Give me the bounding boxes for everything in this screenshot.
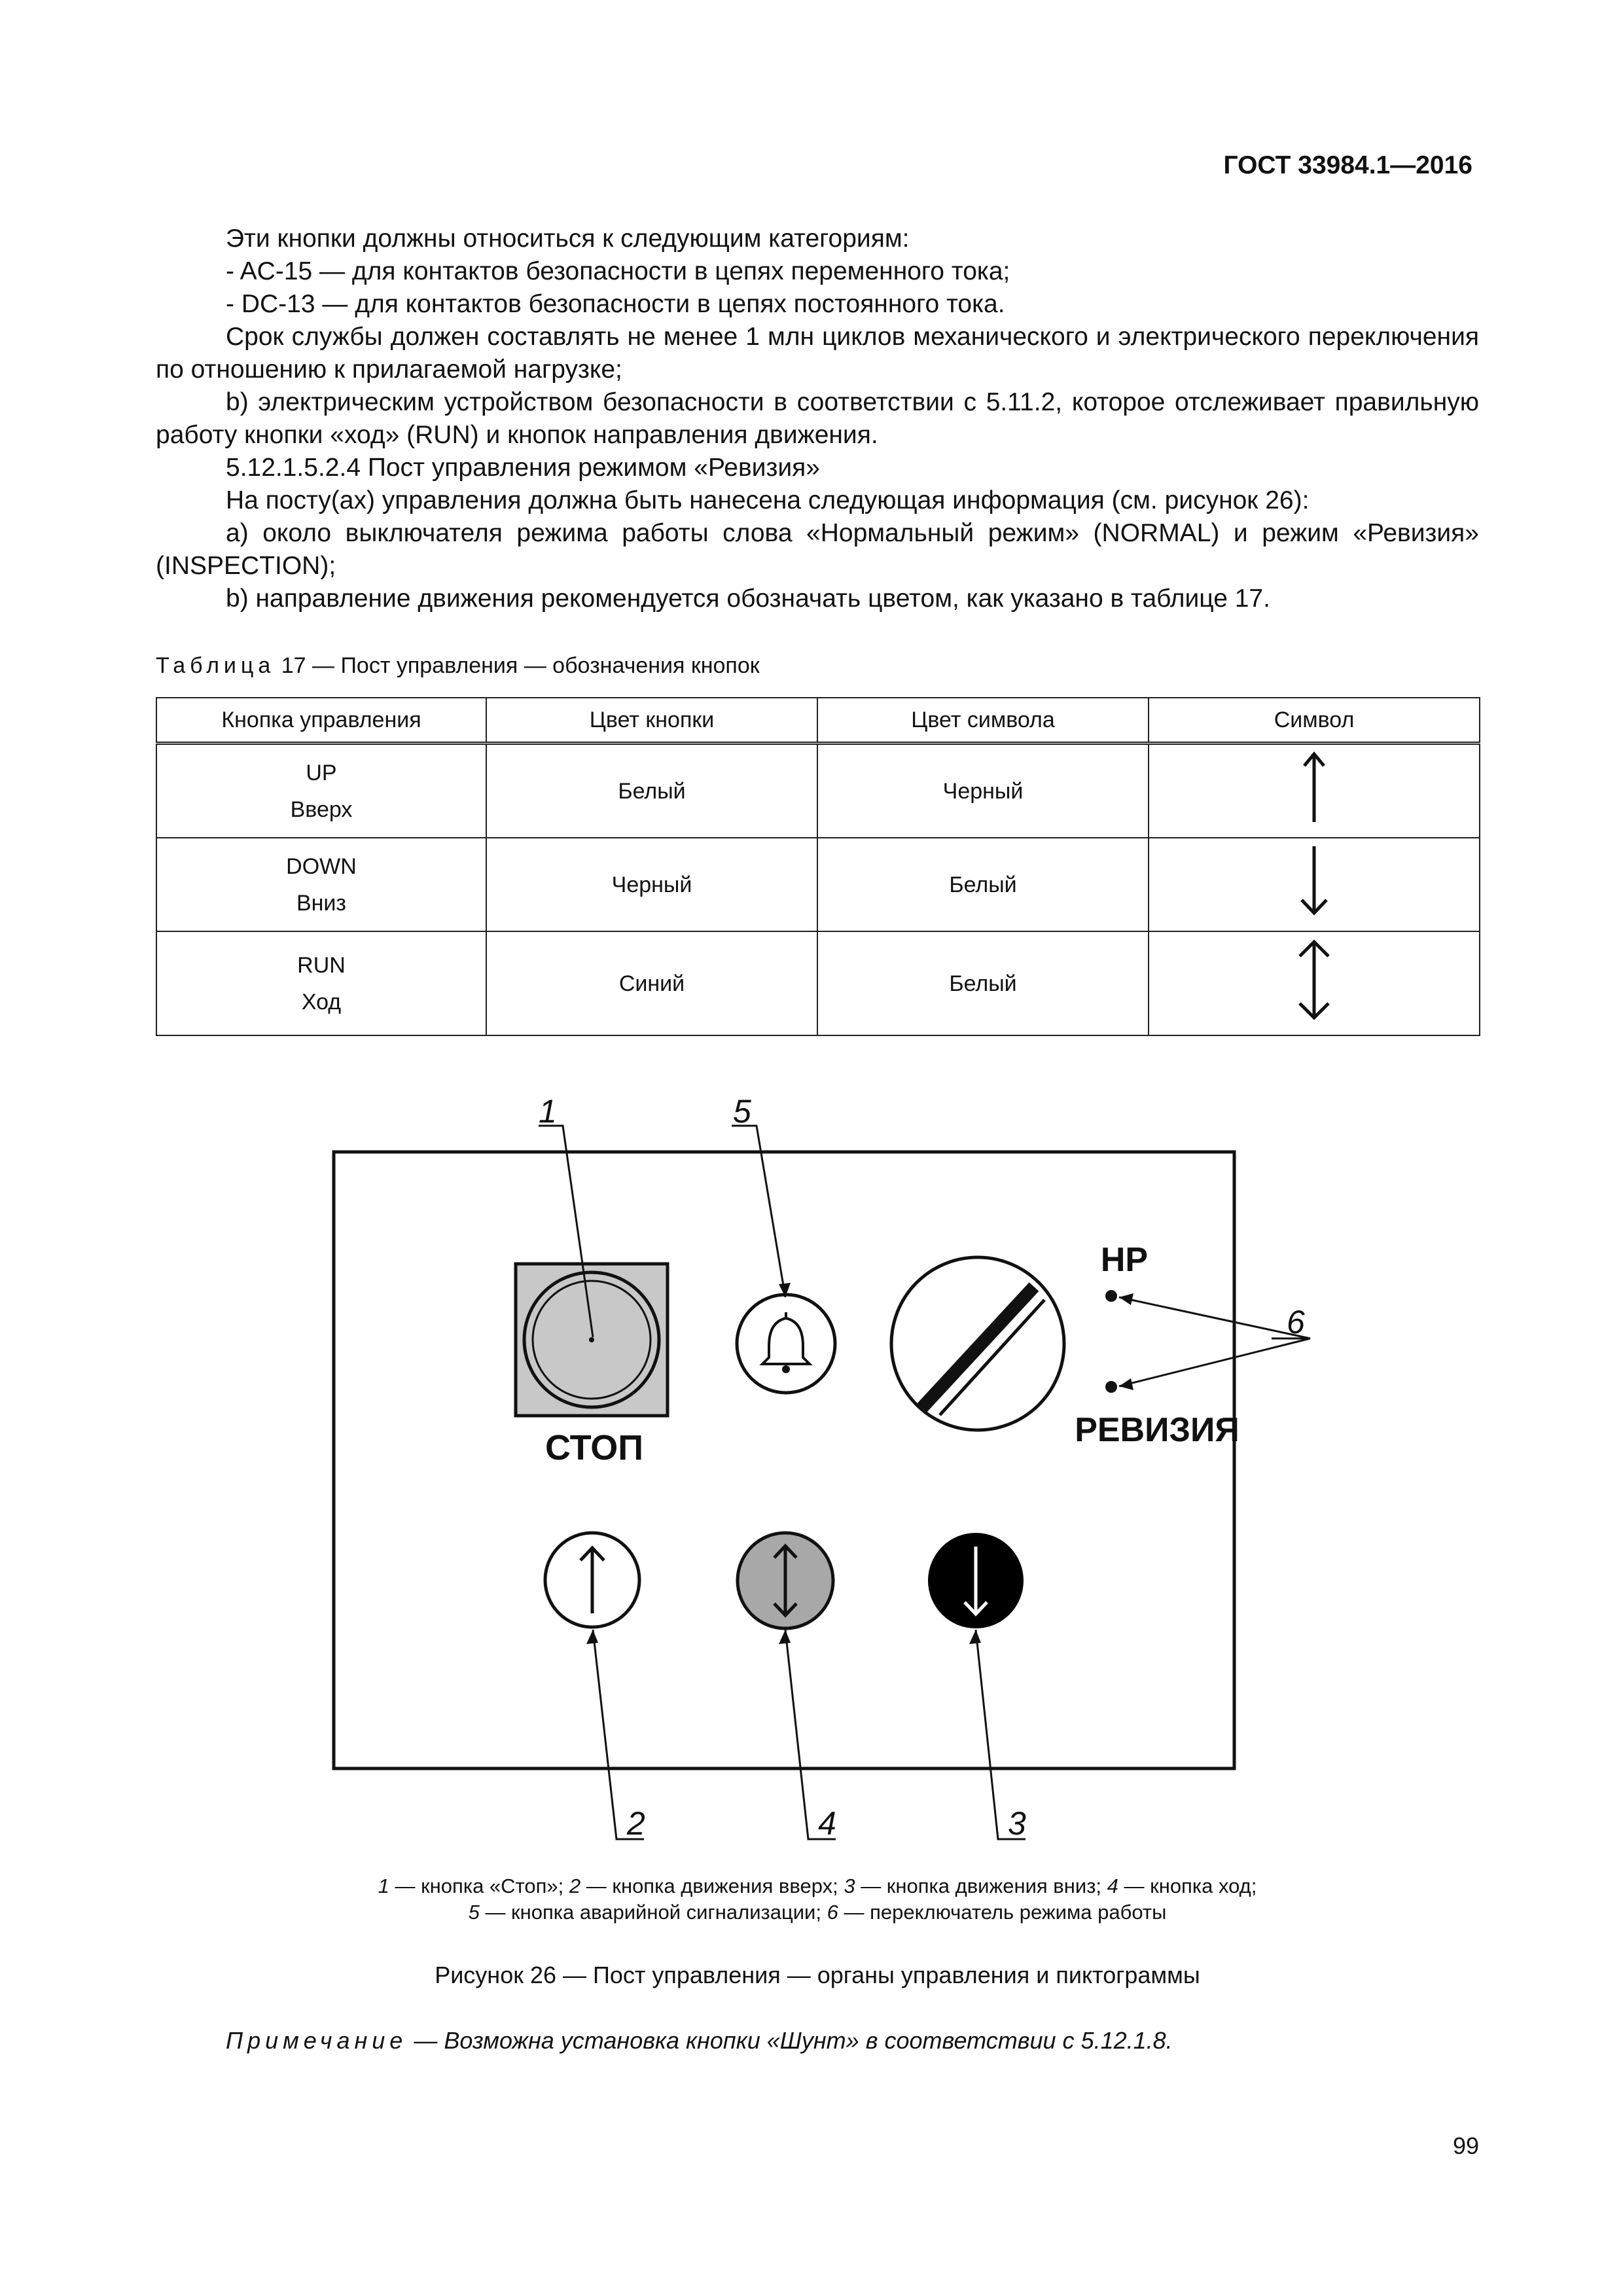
- callout-5: 5: [733, 1093, 751, 1130]
- table-cell: [156, 744, 486, 838]
- callout-1: 1: [539, 1093, 557, 1130]
- figure-legend-line1: [156, 1873, 1479, 1899]
- callout-2: 2: [627, 1805, 645, 1842]
- leader-lines: [539, 1126, 1310, 1839]
- figure-caption: Рисунок 26 — Пост управления — органы управления и пиктограммы: [435, 1962, 1200, 1988]
- legend-num: 5: [468, 1901, 480, 1924]
- legend-num: 6: [827, 1901, 838, 1924]
- table-row: [156, 838, 1480, 931]
- table-cell: Черный: [817, 744, 1149, 838]
- table-caption-label: Таблица: [156, 653, 276, 678]
- button-name-en: UP: [306, 760, 337, 785]
- paragraph: b) электрическим устройством безопасности в соответствии с 5.11.2, которое отслеживает правильную работу кнопки «ход» (RUN) и кнопок направления движения.: [156, 388, 1479, 449]
- table-cell: [156, 838, 486, 931]
- table-row: [156, 931, 1480, 1035]
- table-header-cell: Кнопка управления: [156, 698, 486, 744]
- stop-label: СТОП: [544, 1428, 644, 1467]
- legend-text: — кнопка ход;: [1118, 1874, 1257, 1897]
- inspection-mode-dot: [1105, 1381, 1117, 1393]
- note: [226, 2026, 1173, 2056]
- button-name-en: RUN: [297, 952, 346, 978]
- legend-text: — кнопка движения вверх;: [580, 1874, 844, 1897]
- note-label: Примечание: [226, 2027, 408, 2054]
- paragraph: - AC-15 — для контактов безопасности в цепях переменного тока;: [226, 257, 1010, 285]
- table-caption: [156, 651, 760, 680]
- inspection-mode-label: РЕВИЗИЯ: [1075, 1411, 1240, 1449]
- figure-26: [156, 1086, 1479, 1872]
- normal-mode-dot: [1105, 1290, 1117, 1302]
- table-caption-text: 17 — Пост управления — обозначения кнопок: [281, 653, 760, 678]
- paragraph: На посту(ах) управления должна быть нанесена следующая информация (см. рисунок 26):: [226, 486, 1310, 514]
- table-header-row: [156, 698, 1480, 744]
- mode-switch-icon: [891, 1257, 1064, 1430]
- legend-text: — переключатель режима работы: [838, 1901, 1167, 1924]
- paragraph: а) около выключателя режима работы слова «Нормальный режим» (NORMAL) и режим «Ревизия» (INSPECTION);: [156, 519, 1479, 580]
- paragraph: Эти кнопки должны относиться к следующим категориям:: [226, 224, 910, 253]
- body-text: [156, 223, 1479, 615]
- legend-num: 2: [569, 1874, 581, 1897]
- paragraph: Срок службы должен составлять не менее 1 млн циклов механического и электрического переключения по отношению к прилагаемой нагрузке;: [156, 323, 1479, 384]
- table-17: [156, 697, 1480, 1036]
- button-name-en: DOWN: [286, 853, 357, 879]
- stop-button-graphic: [516, 1264, 668, 1416]
- table-cell: Белый: [486, 744, 817, 838]
- legend-num: 4: [1107, 1874, 1118, 1897]
- callout-4: 4: [818, 1805, 836, 1842]
- table-row: [156, 744, 1480, 838]
- table-cell: Белый: [817, 931, 1149, 1035]
- callout-3: 3: [1008, 1805, 1026, 1842]
- legend-text: — кнопка движения вниз;: [855, 1874, 1107, 1897]
- down-button-icon: [928, 1533, 1024, 1628]
- table-cell: Черный: [486, 838, 817, 931]
- legend-num: 3: [844, 1874, 855, 1897]
- table-header-cell: Цвет символа: [817, 698, 1149, 744]
- table-cell: [1149, 744, 1480, 838]
- up-button-icon: [545, 1533, 639, 1627]
- table-header-cell: Символ: [1149, 698, 1480, 744]
- arrow-up-icon: [1301, 751, 1327, 823]
- button-name-ru: Вниз: [296, 890, 347, 916]
- paragraph: - DC-13 — для контактов безопасности в цепях постоянного тока.: [226, 290, 1005, 318]
- run-button-icon: [738, 1533, 833, 1628]
- figure-legend-line2: [156, 1899, 1479, 1926]
- normal-mode-label: НР: [1100, 1241, 1149, 1279]
- arrow-down-icon: [1298, 845, 1330, 917]
- callout-6: 6: [1287, 1304, 1305, 1340]
- paragraph: 5.12.1.5.2.4 Пост управления режимом «Ревизия»: [226, 454, 820, 482]
- button-name-ru: Вверх: [290, 797, 353, 822]
- legend-text: — кнопка «Стоп»;: [389, 1874, 569, 1897]
- alarm-bell-icon: [737, 1295, 835, 1393]
- control-panel-outline: [334, 1152, 1234, 1768]
- table-cell: [1149, 838, 1480, 931]
- table-cell: [156, 931, 486, 1035]
- table-cell: Синий: [486, 931, 817, 1035]
- table-cell: [1149, 931, 1480, 1035]
- legend-text: — кнопка аварийной сигнализации;: [479, 1901, 827, 1924]
- page-header: ГОСТ 33984.1—2016: [1223, 151, 1472, 179]
- button-name-ru: Ход: [301, 989, 342, 1014]
- page-number: 99: [1452, 2132, 1479, 2159]
- table-cell: Белый: [817, 838, 1149, 931]
- legend-num: 1: [378, 1874, 389, 1897]
- arrow-updown-icon: [1294, 939, 1334, 1020]
- table-header-cell: Цвет кнопки: [486, 698, 817, 744]
- paragraph: b) направление движения рекомендуется обозначать цветом, как указано в таблице 17.: [226, 584, 1270, 613]
- note-text: — Возможна установка кнопки «Шунт» в соответствии с 5.12.1.8.: [407, 2027, 1173, 2054]
